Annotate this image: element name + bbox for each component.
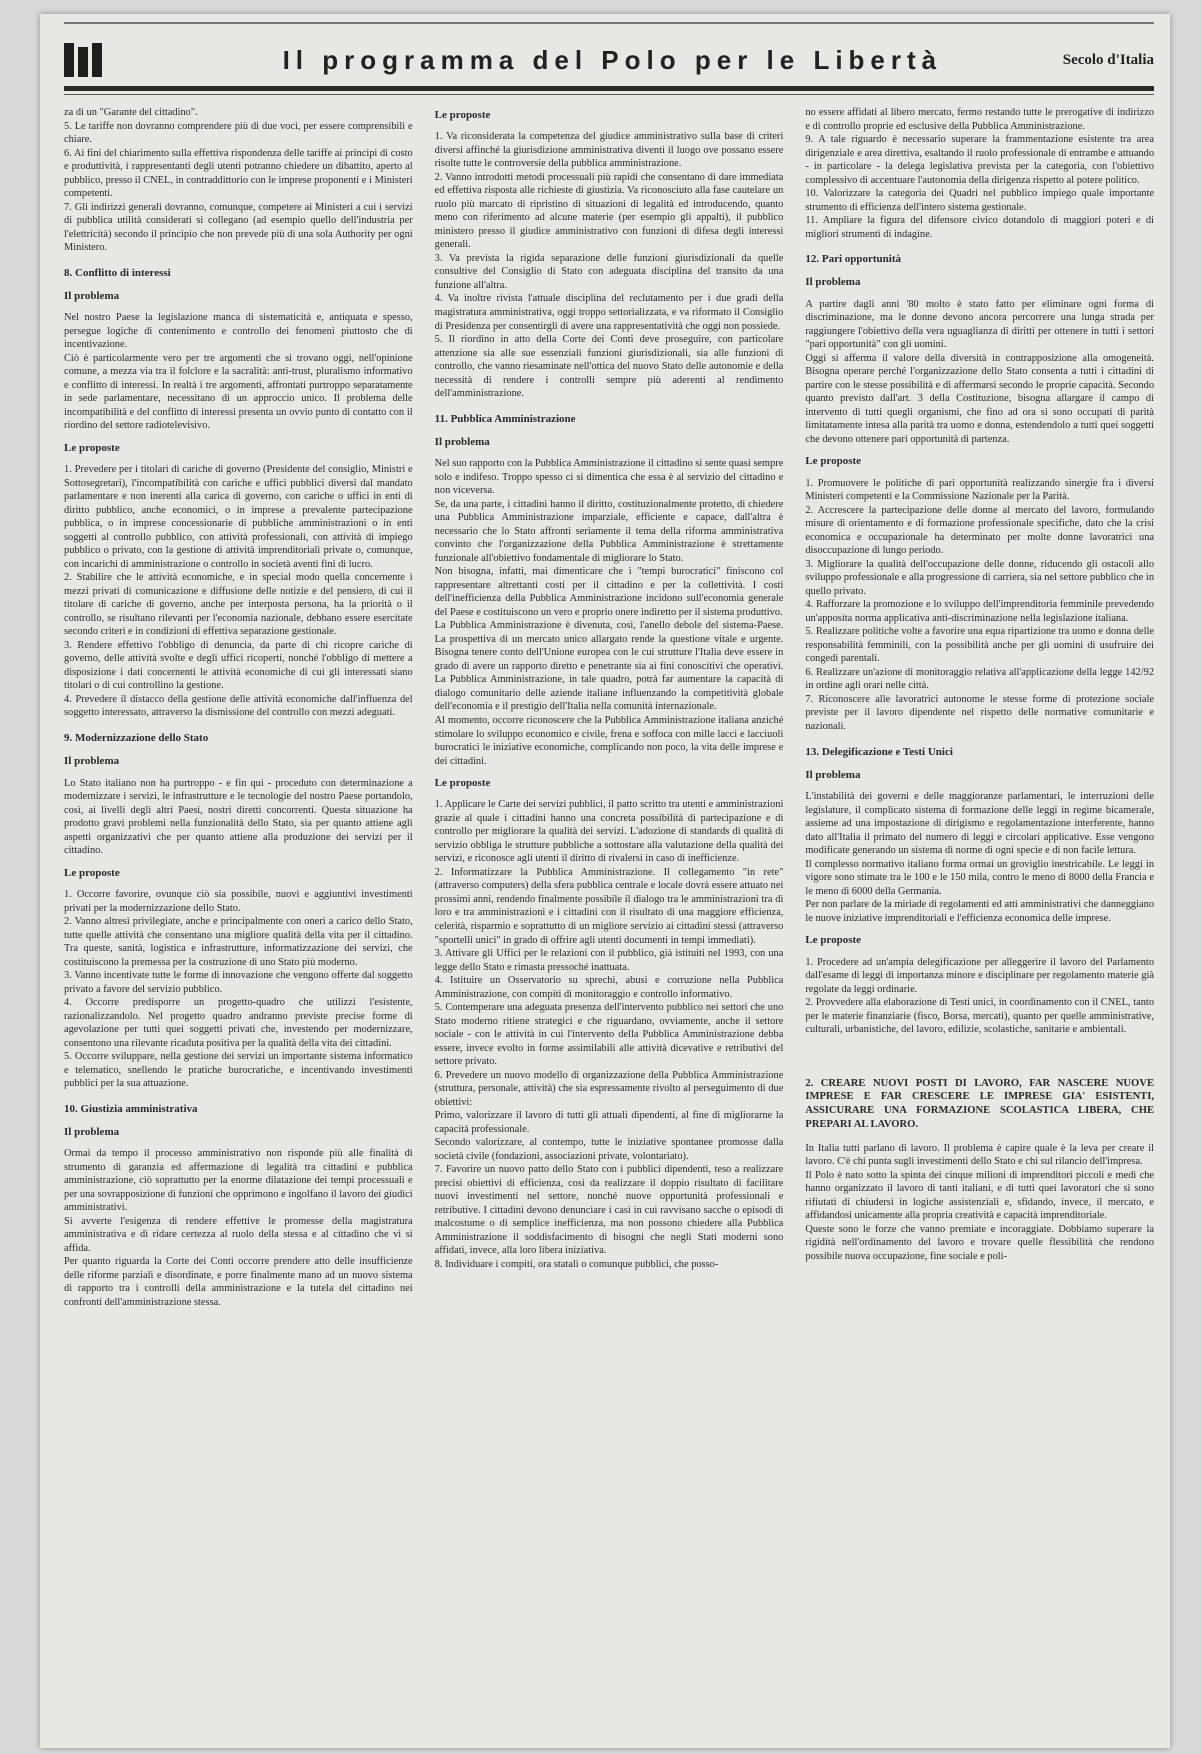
- paragraph: 5. Realizzare politiche volte a favorire una equa ripartizione tra uomo e donna delle responsabilità femminili, con la possibilità anche per gli uomini di usufruire dei congedi parentali.: [805, 626, 1155, 665]
- paragraph: 4. Rafforzare la promozione e lo sviluppo dell'imprenditoria femminile prevedendo un'apposita norma applicativa anti-discriminazione nella legislazione italiana.: [805, 599, 1155, 624]
- paragraph: Per quanto riguarda la Corte dei Conti occorre prendere atto delle insufficienze delle riforme parziali e disordinate, e porre finalmente mano ad un nuovo sistema di rapporto tra i controlli della amministrazione e la tutela del cittadino nei confronti dell'amministrazione stessa.: [64, 1256, 413, 1308]
- paragraph: 6. Ai fini del chiarimento sulla effettiva rispondenza delle tariffe ai principi di costo e produttività, i rappresentanti degli utenti potranno chiedere un dibattito, aperto al pubblico, presso il CNEL, in contraddittorio con le imprese proponenti e i Ministeri competenti.: [64, 147, 413, 200]
- header-rule: [64, 86, 1154, 91]
- paragraph: Per non parlare de la miriade di regolamenti ed atti amministrativi che danneggiano le nuove iniziative imprenditoriali e l'efficienza economica delle imprese.: [805, 899, 1155, 924]
- column-3: [805, 106, 1154, 1740]
- subheading: Il problema: [805, 276, 861, 289]
- subheading: Il problema: [64, 289, 120, 302]
- paragraph: 5. Il riordino in atto della Corte dei Conti deve proseguire, con particolare attenzione sia alle sue essenziali funzioni giurisdizionali, sia alle funzioni di controllo, che vanno riesaminate nell'ottica del nuovo Stato delle autonomie e della necessità di rendere i controlli sempre più aderenti al rendimento dell'amministrazione.: [434, 334, 784, 400]
- paragraph: 3. Migliorare la qualità dell'occupazione delle donne, riducendo gli ostacoli allo sviluppo professionale e alla progressione di carriera, sia nel settore pubblico che in quello privato.: [805, 558, 1155, 597]
- paragraph: Oggi si afferma il valore della diversità in contrapposizione alla omogeneità. Bisogna operare perché l'organizzazione dello Stato consenta a tutti i cittadini di partire con le stesse possibilità e di affermarsi secondo le proprie capacità. Secondo quanto previsto dall'art. 3 della Costituzione, bisogna allargare il campo di intervento di tutti quegli organismi, che fino ad ora si sono occupati di parità limitatamente intesa alla parità tra uomo e donna, estendendolo a tutti quei soggetti che devono ottenere pari opportunità di partenza.: [805, 352, 1155, 445]
- top-rule: [64, 22, 1154, 24]
- paragraph: La Pubblica Amministrazione è divenuta, così, l'anello debole del sistema-Paese. La prospettiva di un mercato unico allargato rende la questione vitale e urgente. Bisogna tenere conto dell'Unione europea con le cui strutture l'Italia deve essere in grado di avere un rapporto diretto e penetrante sia ai fini conoscitivi che operativi. La Pubblica Amministrazione, in tale quadro, potrà far aumentare la capacità di dialogo comunitario delle aziende italiane influenzando la competitività globale dell'economia e il prestigio dell'Italia nella comunità internazionale.: [434, 620, 784, 713]
- section-heading: 9. Modernizzazione dello Stato: [64, 732, 209, 744]
- paragraph: 6. Realizzare un'azione di monitoraggio relativa all'applicazione della legge 142/92 in ordine agli orari nelle città.: [805, 666, 1155, 692]
- paragraph: 1. Procedere ad un'ampia delegificazione per alleggerire il lavoro del Parlamento dall'esame di leggi di importanza minore e disciplinare per regolamento materie già regolate da leggi ordinarie.: [805, 956, 1155, 995]
- subheading: Le proposte: [805, 455, 862, 468]
- paragraph: 7. Riconoscere alle lavoratrici autonome le stesse forme di protezione sociale previste per il lavoro dipendente nel rispetto delle normative comunitarie e nazionali.: [805, 693, 1155, 732]
- paragraph: Si avverte l'esigenza di rendere effettive le promesse della magistratura amministrativa e di ridare certezza al ruolo della stessa e al cittadino che vi si affida.: [64, 1215, 413, 1254]
- paragraph: Il complesso normativo italiano forma ormai un groviglio inestricabile. Le leggi in vigore sono stimate tra le 100 e le 150 mila, contro le meno di 8000 della Francia e le meno di 6000 della Germania.: [805, 858, 1155, 897]
- section-heading: 13. Delegificazione e Testi Unici: [805, 745, 953, 758]
- paragraph: Ciò è particolarmente vero per tre argomenti che si trovano oggi, nell'opinione comune, a mezza via tra il folclore e la sacralità: anti-trust, pluralismo informativo e conflitto di interessi. In realtà i tre argomenti, affrontati purtroppo separatamente in sede parlamentare, necessitano di un approccio unico. Il problema delle incompatibilità e del conflitto di interessi presenta un ovvio punto di contatto con il riordino del settore radiotelevisivo.: [64, 352, 413, 432]
- subheading: Il problema: [64, 755, 120, 768]
- paragraph: 2. Provvedere alla elaborazione di Testi unici, in coordinamento con il CNEL, tanto per le materie finanziarie (fisco, Borsa, mercati), quanto per quelle amministrative, culturali, urbanistiche, del lavoro, edilizie, scolastiche, sanitarie e ambientali.: [805, 997, 1155, 1036]
- subheading: Il problema: [64, 1126, 120, 1139]
- paragraph: 3. Va prevista la rigida separazione delle funzioni giurisdizionali da quelle consultive del Consiglio di Stato con adeguata disciplina del transito da una funzione all'altra.: [434, 252, 784, 291]
- paragraph: 3. Rendere effettivo l'obbligo di denuncia, da parte di chi ricopre cariche di governo, delle attività svolte e degli uffici ricoperti, nonché l'obbligo di mettere a disposizione i dati concernenti le attività economiche di cui gli interessati siano titolari o di cui controllino la gestione.: [64, 639, 413, 692]
- header-thin-rule: [64, 94, 1154, 95]
- subheading: Le proposte: [64, 866, 120, 879]
- section-heading-caps: 2. CREARE NUOVI POSTI DI LAVORO, FAR NASCERE NUOVE IMPRESE E FAR CRESCERE LE IMPRESE GIA' ESISTENTI, ASSICURARE UNA FORMAZIONE SCOLASTICA LIBERA, CHE PREPARI AL LAVORO.: [805, 1077, 1155, 1130]
- publisher-name: Secolo d'Italia: [1062, 51, 1154, 68]
- section-heading: 10. Giustizia amministrativa: [64, 1102, 198, 1115]
- paragraph: 1. Va riconsiderata la competenza del giudice amministrativo sulla base di criteri diversi affinché la giurisdizione amministrativa diventi il luogo ove possano essere risolte tutte le controversie della pubblica amministrazione.: [434, 131, 784, 170]
- paragraph: Nel suo rapporto con la Pubblica Amministrazione il cittadino si sente quasi sempre solo e indifeso. Troppo spesso ci si dimentica che essa è al servizio del cittadino e non viceversa.: [434, 458, 784, 497]
- paragraph: za di un "Garante del cittadino".: [64, 107, 198, 118]
- paragraph: In Italia tutti parlano di lavoro. Il problema è capire quale è la leva per creare il lavoro. C'è chi punta sugli investimenti dello Stato e chi sul rilancio dell'impresa.: [805, 1142, 1155, 1168]
- newspaper-page: [40, 14, 1170, 1748]
- paragraph: 2. Vanno introdotti metodi processuali più rapidi che consentano di dare immediata ed effettiva risposta alle richieste di giustizia. Va riconosciuto alla fase cautelare un ruolo più marcato di ripristino di situazioni di legalità ed introducendo, quanto meno con riferimento ad alcune materie (per esempio gli appalti), il pubblico ministero presso il giudice amministrativo con funzioni di difesa degli interessi generali.: [434, 171, 784, 251]
- paragraph: 5. Occorre sviluppare, nella gestione dei servizi un importante sistema informatico e telematico, snellendo le pratiche burocratiche, e incentivando investimenti pubblici per la sua attuazione.: [64, 1051, 413, 1090]
- paragraph: Queste sono le forze che vanno premiate e incoraggiate. Dobbiamo superare la rigidità nell'ordinamento del lavoro e trovare quelle flessibilità che rendono possibile nuova occupazione, fine sociale e poli-: [805, 1223, 1155, 1262]
- paragraph: 7. Gli indirizzi generali dovranno, comunque, competere ai Ministeri a cui i servizi di pubblica utilità considerati si collegano (ad esempio quello dell'industria per l'elettricità) secondo il principio che non prevede più di una sola Authority per ogni Ministero.: [64, 201, 413, 254]
- paragraph: 2. Accrescere la partecipazione delle donne al mercato del lavoro, formulando misure di orientamento e di formazione professionale specifiche, dato che la crisi economica e occupazionale ha determinato per molte donne lavoratrici una disoccupazione di lungo periodo.: [805, 504, 1155, 557]
- subheading: Il problema: [805, 768, 861, 781]
- paragraph: 9. A tale riguardo è necessario superare la frammentazione esistente tra area dirigenziale e area direttiva, esaltando il ruolo professionale di entrambe e attuando - in particolare - la delega legislativa prevista per la categoria, con l'obiettivo complessivo di accentuare l'autonomia della dirigenza rispetto al potere politico.: [805, 134, 1155, 186]
- paragraph: 1. Promuovere le politiche di pari opportunità realizzando sinergie fra i diversi Ministeri competenti e la Commissione Nazionale per la Parità.: [805, 477, 1155, 503]
- paragraph: 1. Occorre favorire, ovunque ciò sia possibile, nuovi e aggiuntivi investimenti privati per la modernizzazione dello Stato.: [64, 888, 413, 914]
- paragraph: 4. Occorre predisporre un progetto-quadro che utilizzi l'esistente, razionalizzandolo. Nel progetto quadro andranno previste precise forme di agevolazione per tutti quei soggetti privati che, investendo per modernizzare, consentono una rilevante ricaduta positiva per la qualità della vita dei cittadini.: [64, 997, 413, 1049]
- column-2: [435, 106, 784, 1740]
- paragraph: Primo, valorizzare il lavoro di tutti gli attuali dipendenti, al fine di migliorarne la capacità professionale.: [434, 1110, 784, 1135]
- paragraph: 8. Individuare i compiti, ora statali o comunque pubblici, che posso-: [434, 1258, 719, 1270]
- paragraph: 2. Informatizzare la Pubblica Amministrazione. Il collegamento "in rete" (attraverso computers) della sfera pubblica centrale e locale dovrà essere attuato nei prossimi anni, rendendo finalmente possibile il dialogo tra le amministrazioni tra di loro e tra amministrazioni e i cittadini con il risultato di una maggiore efficienza, celerità, risparmio e soprattutto di un migliore servizio ai cittadini stessi (attraverso "sportelli unici" in grado di offrire agli utenti documenti in tempi immediati).: [434, 866, 784, 946]
- paragraph: 11. Ampliare la figura del difensore civico dotandolo di maggiori poteri e di migliori strumenti di indagine.: [805, 215, 1155, 240]
- bars-logo-icon: [64, 43, 102, 77]
- paragraph: Il Polo è nato sotto la spinta dei cinque milioni di imprenditori piccoli e medi che hanno organizzato il lavoro di tanti italiani, e di tutti quei lavoratori che si sono rifiutati di chiudersi in logiche assistenziali e, sfidando, invece, il mercato, e affidandosi unicamente alla propria creatività e capacità imprenditoriale.: [805, 1169, 1155, 1222]
- paragraph: 2. Stabilire che le attività economiche, e in special modo quella concernente i mezzi privati di comunicazione e diffusione delle notizie e del pensiero, di cui il titolare di cariche di governo, anche per interposta persona, ha la priorità o il controllo, se risultano rilevanti per l'economia nazionale, debbano essere esercitate secondo criteri e in condizioni di effettiva separazione gestionale.: [64, 572, 413, 638]
- paragraph: 5. Le tariffe non dovranno comprendere più di due voci, per essere comprensibili e chiare.: [64, 120, 413, 146]
- subheading: Il problema: [434, 435, 490, 448]
- subheading: Le proposte: [434, 109, 491, 121]
- paragraph: 10. Valorizzare la categoria dei Quadri nel pubblico impiego quale importante strumento di efficienza dell'intero sistema gestionale.: [805, 188, 1155, 213]
- paragraph: 3. Vanno incentivate tutte le forme di innovazione che vengono offerte dal soggetto privato a favore del servizio pubblico.: [64, 970, 413, 995]
- masthead: [64, 40, 1154, 80]
- paragraph: Se, da una parte, i cittadini hanno il diritto, costituzionalmente protetto, di chiedere una Pubblica Amministrazione imparziale, efficiente e capace, dall'altra è necessario che lo Stato affronti seriamente il tema della riforma amministrativa convinto che l'organizzazione della Pubblica Amministrazione è strettamente funzionale all'obiettivo fondamentale di migliorare lo Stato.: [434, 498, 784, 564]
- paragraph: 5. Contemperare una adeguata presenza dell'intervento pubblico nei settori che uno Stato moderno ritiene strategici e che riguardano, ovviamente, anche il settore sociale - con le attività in cui l'intervento della Pubblica Amministrazione debba essere, invece evolto in forme assimilabili alle attività dicevative e retributivi del settore privato.: [434, 1002, 784, 1068]
- paragraph: L'instabilità dei governi e delle maggioranze parlamentari, le interruzioni delle legislature, il complicato sistema di formazione delle leggi in regime bicamerale, assieme ad una impostazione di dirigismo e regolamentazione interferente, hanno dato all'Italia il primato del numero di leggi e circolari applicative. Esse vengono modificate generando un sistema di norme di ogni specie e di non facile lettura.: [805, 791, 1155, 857]
- paragraph: Al momento, occorre riconoscere che la Pubblica Amministrazione italiana anziché stimolare lo sviluppo economico e civile, frena e soffoca con mille lacci e lacciuoli burocratici le iniziative economiche, complicando non poco, la vita delle imprese e dei cittadini.: [434, 715, 784, 767]
- section-heading: 12. Pari opportunità: [805, 253, 901, 266]
- paragraph: Non bisogna, infatti, mai dimenticare che i "tempi burocratici" finiscono col rappresentare altrettanti costi per il cittadino e per la collettività. I costi dell'inefficienza della Pubblica Amministrazione incidono sull'economia generale del Paese e costituiscono un vero e proprio onere indiretto per il sistema produttivo.: [434, 566, 784, 618]
- paragraph: Nel nostro Paese la legislazione manca di sistematicità e, antiquata e spesso, persegue logiche di contenimento e controllo dei fenomeni piuttosto che di incentivazione.: [64, 312, 413, 351]
- paragraph: 2. Vanno altresì privilegiate, anche e principalmente con oneri a carico dello Stato, tutte quelle attività che consentano una migliore qualità della vita per il cittadino. Tra queste, sanità, logistica e infrastrutture, informatizzazione dei servizi, che costituiscono la premessa per la costruzione di uno Stato più moderno.: [64, 916, 413, 968]
- article-columns: [64, 106, 1154, 1740]
- section-heading: 11. Pubblica Amministrazione: [434, 412, 576, 425]
- paragraph: Ormai da tempo il processo amministrativo non risponde più alle finalità di strumento di garanzia ed affermazione di legalità tra cittadini e pubblica amministrazione, ciò soprattutto per la enorme dilatazione dei tempi processuali e per una sovrapposizione di funzioni che opprimono e ingolfano il lavoro dei giudici amministrativi.: [64, 1148, 413, 1214]
- column-1: [64, 106, 413, 1740]
- paragraph: Lo Stato italiano non ha purtroppo - e fin qui - proceduto con determinazione a modernizzare i servizi, le infrastrutture e le tecnologie del nostro Paese portandolo, così, ai livelli degli altri Paesi, nostri diretti concorrenti. Questa situazione ha prodotto gravi problemi nella funzionalità dello Stato, sia per quanto attiene agli aspetti organizzativi che per quanto attiene alla produzione dei servizi per il cittadino.: [64, 777, 413, 857]
- paragraph: no essere affidati al libero mercato, fermo restando tutte le prerogative di indirizzo e di controllo proprie ed esclusive della Pubblica Amministrazione.: [805, 107, 1155, 132]
- paragraph: 4. Prevedere il distacco della gestione delle attività economiche dall'influenza del soggetto interessato, attraverso la dismissione del controllo con mezzi adeguati.: [64, 693, 413, 719]
- page-title: Il programma del Polo per le Libertà: [282, 44, 943, 75]
- paragraph: A partire dagli anni '80 molto è stato fatto per eliminare ogni forma di discriminazione, ma le donne devono ancora percorrere una lunga strada per raggiungere l'obiettivo della vera uguaglianza di diritti per ottenere in tutti i settori "pari opportunità" con gli uomini.: [805, 298, 1155, 351]
- paragraph: 4. Istituire un Osservatorio su sprechi, abusi e corruzione nella Pubblica Amministrazione, con compiti di monitoraggio e controllo informativo.: [434, 975, 784, 1000]
- subheading: Le proposte: [64, 441, 120, 454]
- section-heading: 8. Conflitto di interessi: [64, 266, 171, 279]
- paragraph: 1. Prevedere per i titolari di cariche di governo (Presidente del consiglio, Ministri e Sottosegretari), l'incompatibilità con cariche e uffici pubblici diversi dal mandato parlamentare e non inerenti alla carica di governo, con cariche o uffici in enti di diritto pubblico, anche economici, o in imprese a prevalente partecipazione pubblica, o in imprese concessionarie di pubbliche amministrazioni o in enti soggetti al controllo pubblico, con attività professionali, con attività di impiego pubblico o privato, con la gestione di attività imprenditoriali private o, comunque, con incarichi di amministrazione o controllo in società aventi fini di lucro.: [64, 464, 413, 570]
- paragraph: 4. Va inoltre rivista l'attuale disciplina del reclutamento per i due gradi della magistratura amministrativa, oggi troppo settorializzata, e va riformato il Consiglio di Presidenza per consentirgli di avere una rappresentatività che oggi non possiede.: [434, 293, 784, 332]
- paragraph: Secondo valorizzare, al contempo, tutte le iniziative spontanee promosse dalla società civile (fondazioni, associazioni private, volontariato).: [434, 1137, 784, 1162]
- paragraph: 3. Attivare gli Uffici per le relazioni con il pubblico, già istituiti nel 1993, con una legge dello Stato e rimasta pressoché inattuata.: [434, 948, 784, 973]
- paragraph: 1. Applicare le Carte dei servizi pubblici, il patto scritto tra utenti e amministrazioni grazie al quale i cittadini hanno una concreta possibilità di partecipazione e di controllo per migliorare la qualità dei servizi. L'adozione di standards di qualità di servizio obbliga le strutture pubbliche a sottostare alla valutazione della qualità dei servizi, e riconosce agli utenti il diritto di rivalersi in caso di inefficienze.: [434, 799, 784, 865]
- subheading: Le proposte: [434, 777, 491, 790]
- paragraph: 6. Prevedere un nuovo modello di organizzazione della Pubblica Amministrazione (struttura, personale, attività) che sia espressamente rivolto al perseguimento di due obiettivi:: [434, 1069, 784, 1108]
- paragraph: 7. Favorire un nuovo patto dello Stato con i pubblici dipendenti, teso a realizzare precisi obiettivi di efficienza, così da realizzare il doppio risultato di facilitare nuovi investimenti nel settore, nonché nuove opportunità professionali e retributive. I cittadini devono denunciare i casi in cui ravvisano sacche o episodi di malcostume o di semplice inefficienza, ma non possono chiedere alla Pubblica Amministrazione il soddisfacimento di bisogni che negli Stati moderni sono affidati, invece, alla loro libera iniziativa.: [434, 1164, 784, 1257]
- subheading: Le proposte: [805, 934, 862, 947]
